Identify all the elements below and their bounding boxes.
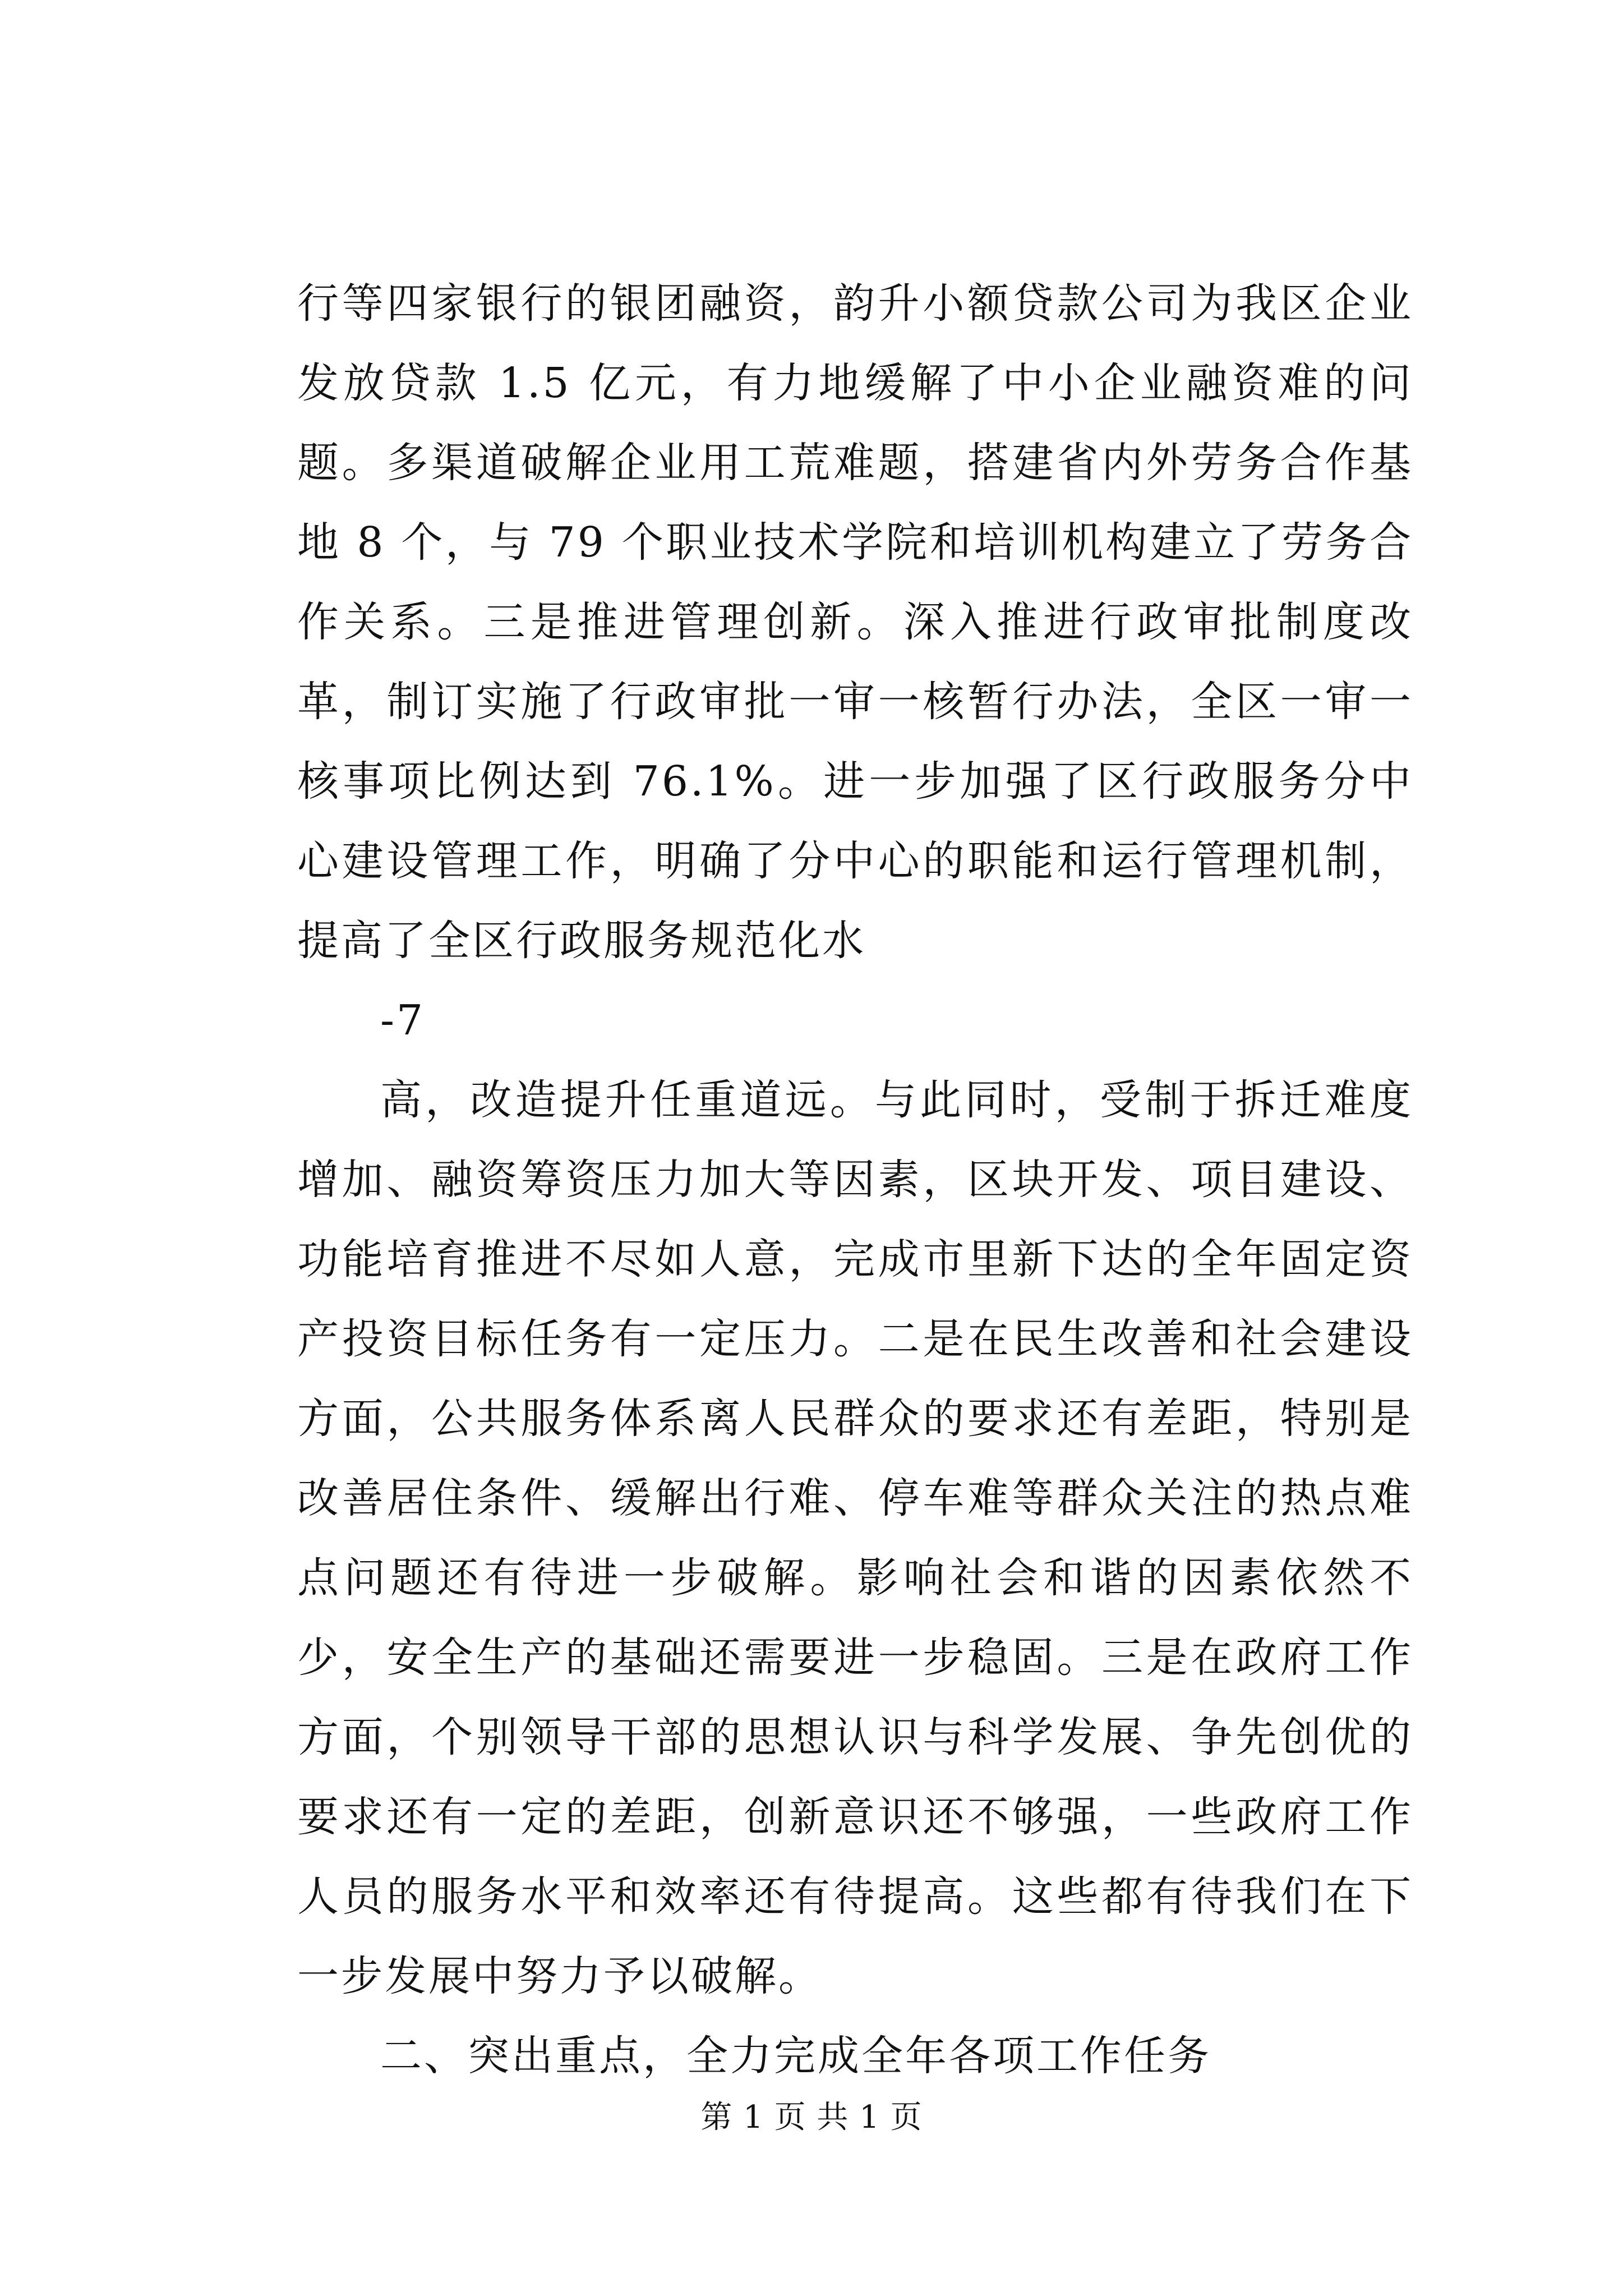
page-footer: 第 1 页 共 1 页 (700, 2099, 923, 2136)
document-body (297, 264, 1413, 2096)
section-heading: 二、突出重点，全力完成全年各项工作任务 (380, 2032, 1211, 2080)
page-marker: -7 (380, 996, 426, 1045)
paragraph-problems: 高，改造提升任重道远。与此同时，受制于拆迁难度增加、融资筹资压力加大等因素，区块开发、项目建设、功能培育推进不尽如人意，完成市里新下达的全年固定资产投资目标任务有一定压力。二是在民生改善和社会建设方面，公共服务体系离人民群众的要求还有差距，特别是改善居住条件、缓解出行难、停车难等群众关注的热点难点问题还有待进一步破解。影响社会和谐的因素依然不少，安全生产的基础还需要进一步稳固。三是在政府工作方面，个别领导干部的思想认识与科学发展、争先创优的要求还有一定的差距，创新意识还不够强，一些政府工作人员的服务水平和效率还有待提高。这些都有待我们在下一步发展中努力予以破解。 (297, 1076, 1413, 2000)
paragraph-continued: 行等四家银行的银团融资，韵升小额贷款公司为我区企业发放贷款 1.5 亿元，有力地缓解了中小企业融资难的问题。多渠道破解企业用工荒难题，搭建省内外劳务合作基地 8 个，与 79 个职业技术学院和培训机构建立了劳务合作关系。三是推进管理创新。深入推进行政审批制度改革，制订实施了行政审批一审一核暂行办法，全区一审一核事项比例达到 76.1%。进一步加强了区行政服务分中心建设管理工作，明确了分中心的职能和运行管理机制，提高了全区行政服务规范化水 (297, 279, 1413, 965)
